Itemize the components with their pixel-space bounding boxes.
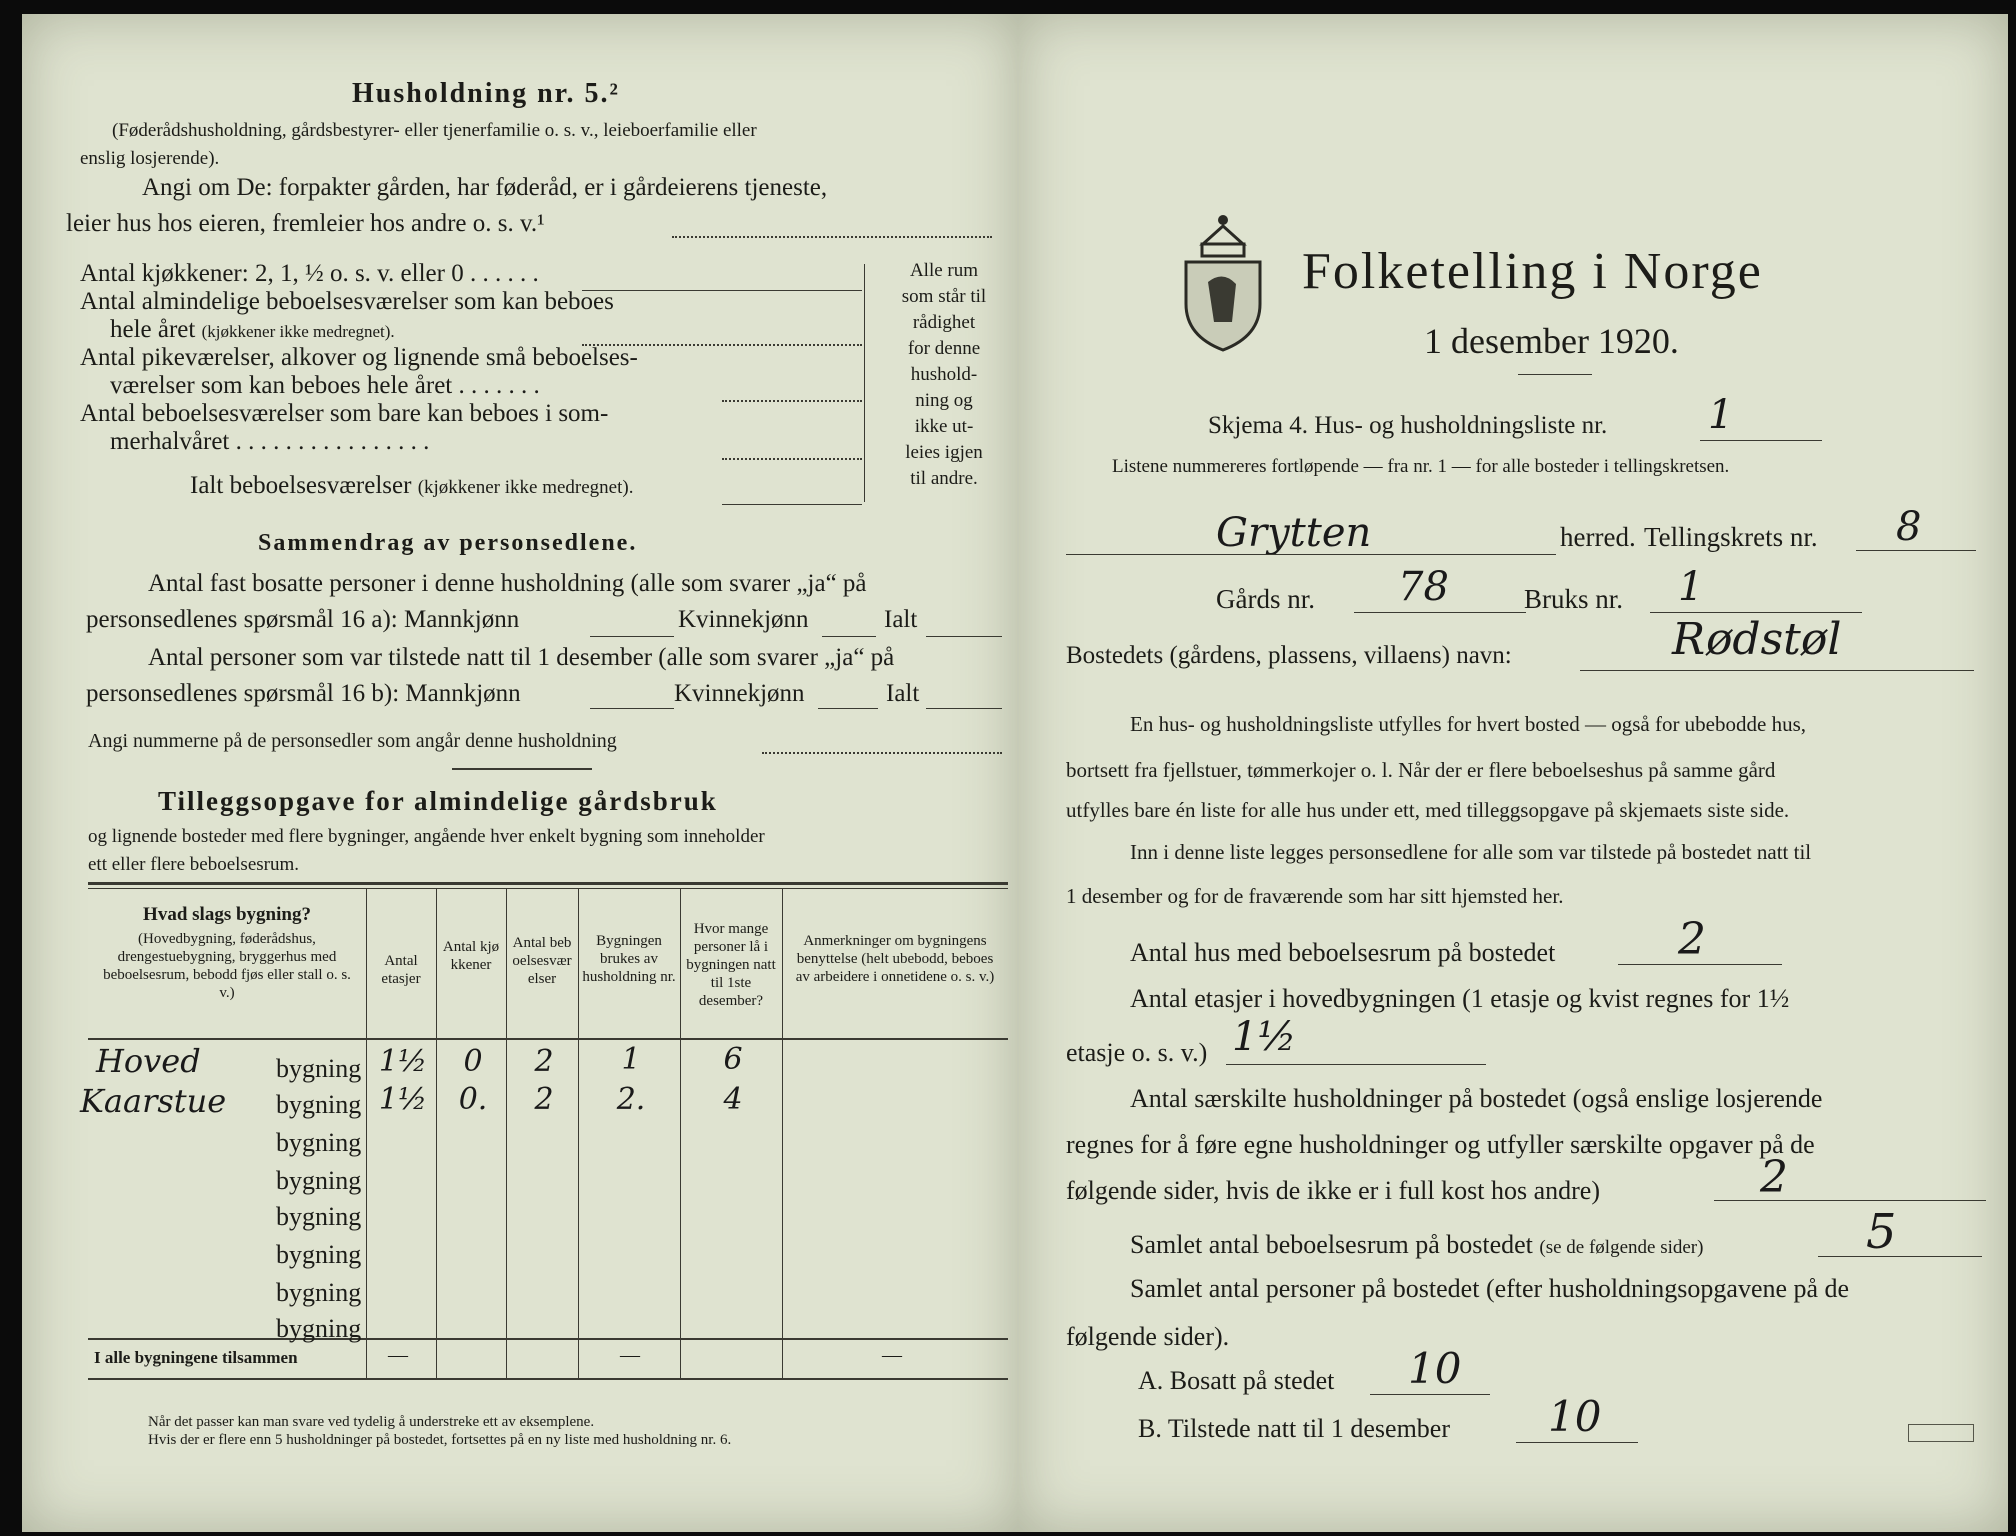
total-husholdning-dash: — [620,1344,640,1366]
til-ialt-label: Ialt [886,680,920,707]
fast-ialt-field[interactable] [926,636,1002,637]
row-2-name[interactable]: Kaarstue [80,1082,227,1120]
nummerne-field[interactable] [762,752,1002,754]
side-note: Alle rum som står til rådighet for denne hushold- ning og ikke ut- leies igjen til andre. [901,260,987,489]
total-anmerkninger-dash: — [882,1344,902,1366]
row-2-label: bygning [276,1090,362,1119]
header-kjokkener: Antal kjøkkener [442,939,500,973]
alm-label-line2: hele året (kjøkkener ikke medregnet). [110,316,395,343]
header-vaerelser: Antal beboelsesværelser [512,935,572,987]
herred-label: herred. [1560,522,1636,552]
header-bygning-title: Hvad slags bygning? [143,904,311,925]
right-page [1018,14,2008,1532]
table-top-rule-2 [88,888,1008,889]
til-kvinne-label: Kvinnekjønn [674,680,805,707]
bosted-value[interactable]: Rødstøl [1672,614,1842,665]
col-divider [578,888,579,1378]
fast-kvinne-field[interactable] [822,636,876,637]
table-header-rule [88,1038,1008,1040]
row-4-label: bygning [276,1166,362,1195]
row-2-husholdning[interactable]: 2. [616,1082,646,1117]
row-7-label: bygning [276,1278,362,1307]
table-top-rule [88,882,1008,885]
skjema-label: Skjema 4. Hus- og husholdningsliste nr. [1208,412,1608,439]
etasjer-line2: etasje o. s. v.) [1066,1038,1208,1067]
listene-note: Listene nummereres fortløpende — fra nr. 1 — for alle bosteder i tellingskretsen. [1112,456,1730,477]
saer-value[interactable]: 2 [1760,1152,1788,1203]
printer-stamp-icon [1908,1424,1974,1442]
sammendrag-title: Sammendrag av personsedlene. [258,530,638,556]
pike-label-line2: værelser som kan beboes hele året . . . . . . . [110,372,540,399]
census-date: 1 desember 1920. [1424,321,1679,361]
samlet-rum-label: Samlet antal beboelsesrum på bostedet (se de følgende sider) [1130,1230,1704,1259]
title-divider [1518,374,1592,375]
header-bygning-desc: (Hovedbygning, føderådshus, drengestuebygning, bryggerhus med beboelsesrum, bebodd fjøs eller stall o. s. v.) [103,931,351,1001]
header-personer: Hvor mange personer lå i bygningen natt til 1ste desember? [686,921,776,1009]
household-intro-line1: (Føderådshusholdning, gårdsbestyrer- eller tjenerfamilie o. s. v., leieboerfamilie eller [112,120,757,141]
fast-line1: Antal fast bosatte personer i denne husholdning (alle som svarer „ja“ på [148,570,867,597]
saer-line2: regnes for å føre egne husholdninger og utfyller særskilte opgaver på de [1066,1130,1815,1159]
household-title: Husholdning nr. 5.² [352,78,620,109]
en-line2: bortsett fra fjellstuer, tømmerkojer o. l. Når der er flere beboelseshus på samme gård [1066,758,1776,782]
samlet-rum-value[interactable]: 5 [1866,1204,1897,1260]
en-line1: En hus- og husholdningsliste utfylles for hvert bosted — også for ubebodde hus, [1130,712,1806,736]
bosted-label: Bostedets (gårdens, plassens, villaens) navn: [1066,642,1512,669]
fast-kvinne-label: Kvinnekjønn [678,606,809,633]
header-etasjer: Antal etasjer [381,953,421,987]
row-2-vaerelser[interactable]: 2 [534,1082,554,1117]
total-label: I alle bygningene tilsammen [94,1348,298,1367]
bosatt-label: A. Bosatt på stedet [1138,1366,1335,1395]
bracket-line [864,264,865,502]
inn-line2: 1 desember og for de fraværende som har sitt hjemsted her. [1066,884,1564,908]
kjokkener-label: Antal kjøkkener: 2, 1, ½ o. s. v. eller 0 . . . . . . [80,260,539,287]
tilstede-value[interactable]: 10 [1548,1392,1602,1441]
saer-line3: følgende sider, hvis de ikke er i full kost hos andre) [1066,1176,1600,1205]
etasjer-field-line [1226,1064,1486,1065]
coat-of-arms-icon [1178,204,1268,354]
til-line1: Antal personer som var tilstede natt til 1 desember (alle som svarer „ja“ på [148,644,895,671]
row-1-kjokkener[interactable]: 0 [463,1044,483,1079]
tillegg-line2: ett eller flere beboelsesrum. [88,854,300,875]
row-1-personer[interactable]: 6 [723,1042,743,1077]
row-1-etasjer[interactable]: 1½ [378,1044,428,1079]
tilstede-label: B. Tilstede natt til 1 desember [1138,1414,1450,1443]
krets-label: Tellingskrets nr. [1644,522,1818,552]
etasjer-value[interactable]: 1½ [1232,1014,1297,1060]
saer-field-line [1714,1200,1986,1201]
pike-label-line1: Antal pikeværelser, alkover og lignende små beboelses- [80,344,638,371]
ialt-vaerelser-label: Ialt beboelsesværelser (kjøkkener ikke medregnet). [190,472,634,499]
row-5-label: bygning [276,1202,362,1231]
skjema-field-line [1700,440,1822,441]
left-page [22,14,1018,1532]
samlet-pers-line1: Samlet antal personer på bostedet (efter husholdningsopgavene på de [1130,1274,1850,1303]
saer-line1: Antal særskilte husholdninger på bostedet (også enslige losjerende [1130,1084,1823,1113]
footnote-2: Hvis der er flere enn 5 husholdninger på bostedet, fortsettes på en ny liste med husholdning nr. 6. [148,1432,732,1448]
til-ialt-field[interactable] [926,708,1002,709]
household-intro-line2: enslig losjerende). [80,148,220,169]
census-title: Folketelling i Norge [1302,243,1763,300]
building-table [80,882,1008,1402]
etasjer-line1: Antal etasjer i hovedbygningen (1 etasje og kvist regnes for 1½ [1130,984,1790,1013]
row-1-label: bygning [276,1054,362,1083]
krets-field-line [1856,550,1976,551]
header-anmerkninger: Anmerkninger om bygningens benyttelse (helt ubebodd, beboes av arbeidere i onnetidene o. s. v.) [795,933,995,985]
row-1-husholdning[interactable]: 1 [621,1042,641,1077]
fast-ialt-label: Ialt [884,606,918,633]
herred-field-line [1066,554,1556,555]
section-divider [452,768,592,770]
hus-label: Antal hus med beboelsesrum på bostedet [1130,938,1556,967]
row-1-vaerelser[interactable]: 2 [534,1044,554,1079]
table-total-rule [88,1338,1008,1340]
gards-label: Gårds nr. [1216,584,1315,614]
fast-mann-field[interactable] [590,636,674,637]
col-divider [366,888,367,1378]
tillegg-line1: og lignende bosteder med flere bygninger, angående hver enkelt bygning som inneholder [88,826,765,847]
inn-line1: Inn i denne liste legges personsedlene for alle som var tilstede på bostedet natt til [1130,840,1812,864]
col-divider [506,888,507,1378]
til-mann-field[interactable] [590,708,674,709]
row-2-etasjer[interactable]: 1½ [378,1082,428,1117]
ialt-vaerelser-answer-line[interactable] [722,504,862,505]
hus-value[interactable]: 2 [1678,914,1706,965]
sommer-answer-line[interactable] [722,458,862,460]
bosatt-value[interactable]: 10 [1408,1344,1462,1393]
sommer-label-line1: Antal beboelsesværelser som bare kan beboes i som- [80,400,609,427]
bruks-value[interactable]: 1 [1678,564,1704,610]
angi-line2: leier hus hos eieren, fremleier hos andre o. s. v.¹ [66,210,545,237]
footnote-1: Når det passer kan man svare ved tydelig å understreke ett av eksemplene. [148,1414,595,1430]
herred-value[interactable]: Grytten [1216,510,1372,556]
fast-line2: personsedlenes spørsmål 16 a): Mannkjønn [86,606,520,633]
tilstede-field-line [1516,1442,1638,1443]
sommer-label-line2: merhalvåret . . . . . . . . . . . . . . . . [110,428,430,455]
row-3-label: bygning [276,1128,362,1157]
gards-field-line [1354,612,1526,613]
hus-field-line [1618,964,1782,965]
row-2-personer[interactable]: 4 [723,1082,743,1117]
angi-line1: Angi om De: forpakter gården, har føderåd, er i gårdeierens tjeneste, [142,174,828,201]
row-2-kjokkener[interactable]: 0. [458,1082,488,1117]
header-husholdning: Bygningen brukes av husholdning nr. [582,933,676,985]
tillegg-title: Tilleggsopgave for almindelige gårdsbruk [158,786,718,816]
pike-answer-line[interactable] [722,400,862,402]
col-divider [782,888,783,1378]
bruks-field-line [1650,612,1862,613]
samlet-rum-field-line [1818,1256,1982,1257]
nummerne-label: Angi nummerne på de personsedler som angår denne husholdning [88,730,617,752]
table-bottom-rule [88,1378,1008,1380]
til-kvinne-field[interactable] [818,708,878,709]
col-divider [680,888,681,1378]
col-divider [436,888,437,1378]
gards-value[interactable]: 78 [1398,564,1449,610]
skjema-value[interactable]: 1 [1708,392,1734,438]
row-6-label: bygning [276,1240,362,1269]
row-8-label: bygning [276,1314,362,1343]
bruks-label: Bruks nr. [1524,584,1624,614]
total-etasjer-dash: — [388,1344,408,1366]
row-1-name[interactable]: Hoved [96,1042,201,1080]
samlet-pers-line2: følgende sider). [1066,1322,1230,1351]
til-line2: personsedlenes spørsmål 16 b): Mannkjønn [86,680,521,707]
bosatt-field-line [1370,1394,1490,1395]
kjokkener-answer-line[interactable] [582,290,862,291]
alm-label-line1: Antal almindelige beboelsesværelser som kan beboes [80,288,614,315]
bosted-field-line [1580,670,1974,671]
en-line3: utfylles bare én liste for alle hus under ett, med tilleggsopgave på skjemaets siste side. [1066,798,1790,822]
krets-value[interactable]: 8 [1896,504,1922,550]
angi-answer-line[interactable] [672,236,992,238]
